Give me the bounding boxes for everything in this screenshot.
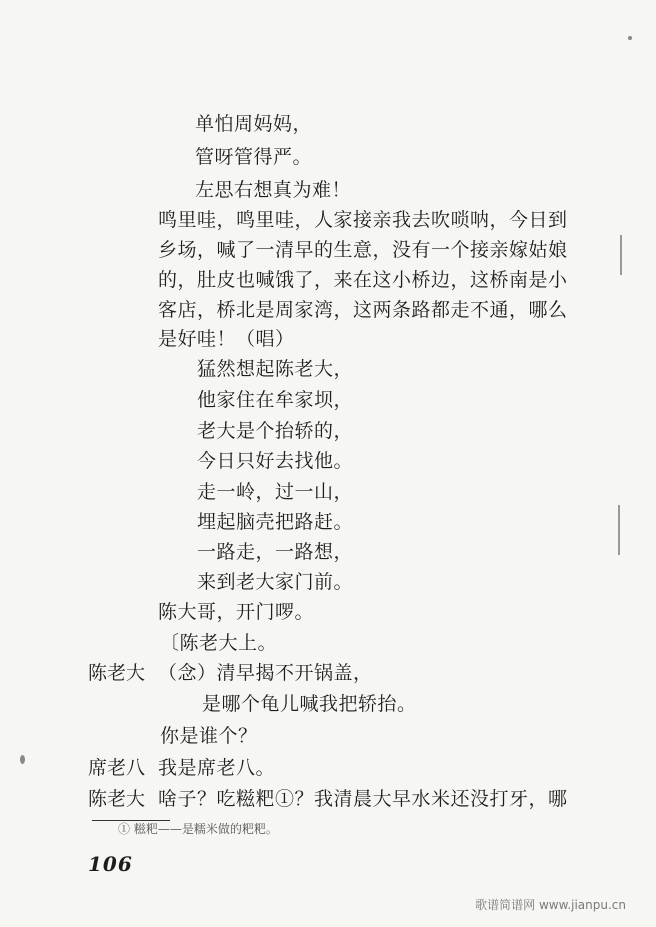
text-line: 的，肚皮也喊饿了，来在这小桥边，这桥南是小 xyxy=(158,269,568,291)
text-line: 他家住在牟家坝， xyxy=(197,389,354,411)
text-line: 陈大哥，开门啰。 xyxy=(158,601,315,623)
text-line: （念）清早揭不开锅盖， xyxy=(158,662,373,684)
scan-speck xyxy=(628,36,632,40)
text-line: 猛然想起陈老大， xyxy=(197,358,354,380)
scan-mark xyxy=(618,505,620,555)
text-line: 来到老大家门前。 xyxy=(197,571,354,593)
stage-direction: 〔陈老大上。 xyxy=(160,632,278,654)
text-line: 单怕周妈妈， xyxy=(195,113,313,135)
scan-mark xyxy=(620,235,622,275)
text-line: 客店，桥北是周家湾，这两条路都走不通，哪么 xyxy=(158,299,568,321)
text-line: 今日只好去找他。 xyxy=(197,450,354,472)
text-line: 啥子？吃糍粑①？我清晨大早水米还没打牙，哪 xyxy=(158,788,568,810)
text-line: 左思右想真为难！ xyxy=(195,179,352,201)
watermark: 歌谱简谱网 www.jianpu.cn xyxy=(475,898,626,912)
text-line: 老大是个抬轿的， xyxy=(197,420,354,442)
text-line: 一路走，一路想， xyxy=(197,541,354,563)
text-line: 走一岭，过一山， xyxy=(197,481,354,503)
speaker-name: 陈老大 xyxy=(88,788,146,810)
speaker-name: 席老八 xyxy=(88,757,146,779)
text-line: 是哪个龟儿喊我把轿抬。 xyxy=(202,693,417,715)
text-line: 是好哇！（唱） xyxy=(158,328,295,350)
text-line: 埋起脑壳把路赶。 xyxy=(197,511,354,533)
text-line: 鸣里哇，鸣里哇，人家接亲我去吹唢呐，今日到 xyxy=(158,209,568,231)
footnote: ① 糍粑——是糯米做的粑粑。 xyxy=(118,822,278,836)
text-line: 我是席老八。 xyxy=(158,757,276,779)
text-line: 管呀管得严。 xyxy=(195,146,313,168)
text-line: 乡场，喊了一清早的生意，没有一个接亲嫁姑娘 xyxy=(158,239,568,261)
speaker-name: 陈老大 xyxy=(88,662,146,684)
text-line: 你是谁个？ xyxy=(160,725,258,747)
page-number: 106 xyxy=(88,852,133,876)
scan-speck xyxy=(20,755,25,764)
